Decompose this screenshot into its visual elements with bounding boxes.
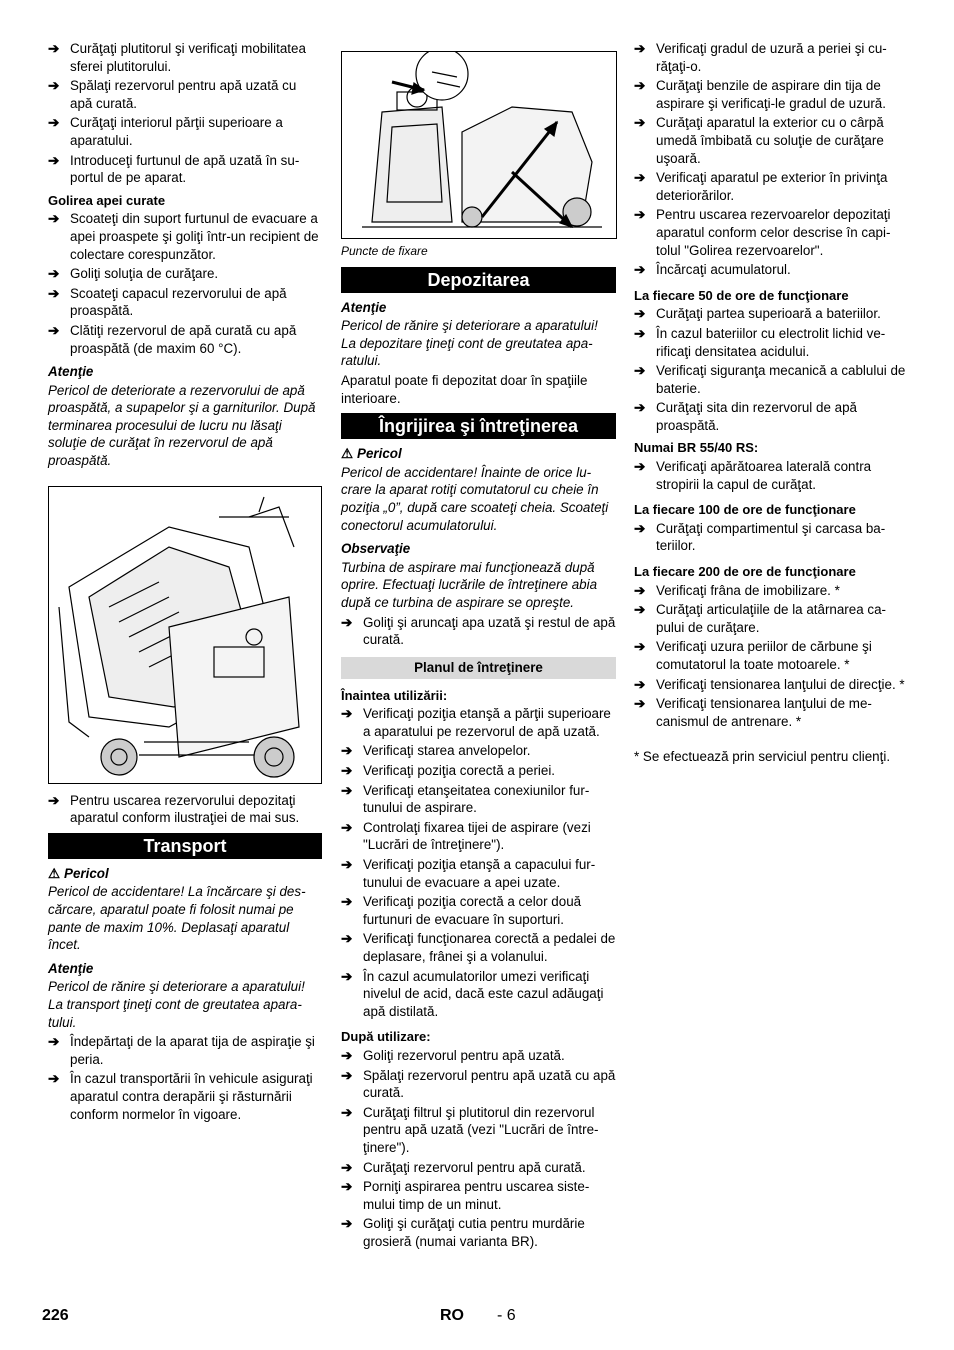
atentie-heading: Atenţie xyxy=(48,364,94,380)
list-item-text: Introduceţi furtunul de apă uzată în suportul de pe aparat. xyxy=(70,152,300,186)
arrow-icon: ➔ xyxy=(634,602,646,618)
transport-banner: Transport xyxy=(48,833,322,859)
list-item xyxy=(634,261,907,279)
arrow-icon: ➔ xyxy=(634,170,646,186)
list-item xyxy=(634,362,907,397)
list-item xyxy=(48,40,322,75)
list-items-c xyxy=(48,792,322,827)
pericol-text: Pericol de accidentare! Înainte de orice lucrare la aparat rotiţi comutatorul cu cheie în poziţia „0”, după care scoateţi cheia. Scoateţi conectorul acumulatorului. xyxy=(341,464,609,533)
section-page-number: - 6 xyxy=(497,1307,516,1324)
list-item-text: Verificaţi apărătoarea laterală contra stropirii la capul de curăţat. xyxy=(656,459,872,492)
list-item-text: Clătiţi rezervorul de apă curată cu apă proaspătă (de maxim 60 °C). xyxy=(70,322,297,356)
storage-illustration xyxy=(48,486,322,784)
list-item xyxy=(634,325,907,360)
page-number: 226 xyxy=(42,1307,69,1324)
heading-100h: La fiecare 100 de ore de funcţionare xyxy=(634,502,856,518)
dupa-heading: După utilizare: xyxy=(341,1029,431,1045)
list-item xyxy=(634,601,907,636)
list-item-text: Curăţaţi sita din rezervorul de apă proaspătă. xyxy=(656,400,857,433)
list-item xyxy=(341,742,616,760)
arrow-icon: ➔ xyxy=(634,306,646,322)
list-item xyxy=(48,152,322,187)
machine-fixing-drawing xyxy=(342,52,616,238)
arrow-icon: ➔ xyxy=(341,857,353,873)
list-item-text: Verificaţi uzura periilor de cărbune şi comutatorul la toate motoarele. * xyxy=(656,639,872,672)
column-3 xyxy=(634,40,907,768)
arrow-icon: ➔ xyxy=(48,322,60,338)
list-item-text: Verificaţi starea anvelopelor. xyxy=(363,743,531,759)
arrow-icon: ➔ xyxy=(634,115,646,131)
arrow-icon: ➔ xyxy=(48,285,60,301)
arrow-icon: ➔ xyxy=(341,1216,353,1232)
arrow-icon: ➔ xyxy=(341,782,353,798)
list-item-text: Curăţaţi filtrul şi plutitorul din rezervorul pentru apă uzată (vezi "Lucrări de întreţinere"). xyxy=(363,1104,599,1155)
list-item-text: Porniţi aspirarea pentru uscarea sistemului timp de un minut. xyxy=(363,1179,590,1212)
pericol-label: Pericol xyxy=(64,865,109,881)
list-item-text: Controlaţi fixarea tijei de aspirare (vezi "Lucrări de întreţinere"). xyxy=(363,819,591,853)
arrow-icon: ➔ xyxy=(634,400,646,416)
arrow-icon: ➔ xyxy=(341,614,353,630)
list-item xyxy=(341,1104,616,1157)
list-item-text: Scoateţi capacul rezervorului de apă proaspătă. xyxy=(70,285,287,319)
arrow-icon: ➔ xyxy=(48,1071,60,1087)
list-item xyxy=(341,930,616,965)
list-item-text: Verificaţi tensionarea lanţului de mecanismul de antrenare. * xyxy=(656,696,872,729)
list-item xyxy=(48,210,322,263)
list-item xyxy=(341,856,616,891)
arrow-icon: ➔ xyxy=(341,763,353,779)
list-item xyxy=(341,1047,616,1065)
list-item xyxy=(634,206,907,259)
list-item-text: Verificaţi poziţia etanşă a părţii superioare a aparatului pe rezervorul de apă uzată. xyxy=(363,706,611,739)
arrow-icon: ➔ xyxy=(48,211,60,227)
list-item xyxy=(341,782,616,817)
list-item-text: Verificaţi siguranţa mecanică a cablului de baterie. xyxy=(656,363,906,396)
heading-200h: La fiecare 200 de ore de funcţionare xyxy=(634,564,856,580)
list-items-50 xyxy=(634,305,907,434)
golirea-heading: Golirea apei curate xyxy=(48,192,166,208)
list-item-text: Scoateţi din suport furtunul de evacuare a apei proaspete şi goliţi într-un recipient de colectare corespunzător. xyxy=(70,211,319,262)
depozit-paragraph: Aparatul poate fi depozitat doar în spaţiile interioare. xyxy=(341,372,588,406)
list-item xyxy=(634,40,907,75)
list-item-text: Verificaţi etanşeitatea conexiunilor furtunului de aspirare. xyxy=(363,782,590,816)
list-item xyxy=(634,695,907,730)
list-item xyxy=(634,114,907,167)
list-items-br xyxy=(634,458,907,493)
list-item-text: Verificaţi poziţia corectă a periei. xyxy=(363,763,556,779)
warning-icon: ⚠ xyxy=(341,446,354,462)
arrow-icon: ➔ xyxy=(341,1179,353,1195)
arrow-icon: ➔ xyxy=(341,931,353,947)
pericol-text: Pericol de accidentare! La încărcare şi descărcare, aparatul poate fi folosit numai pe pante de maxim 10%. Deplasaţi aparatul încet. xyxy=(48,884,306,953)
list-items-a xyxy=(634,40,907,279)
list-item-text: Curăţaţi interiorul părţii superioare a aparatului. xyxy=(70,115,283,148)
list-item xyxy=(634,520,907,555)
inaintea-heading: Înaintea utilizării: xyxy=(341,687,448,703)
arrow-icon: ➔ xyxy=(634,41,646,56)
atentie-text: Pericol de rănire şi deteriorare a aparatului! La depozitare ţineţi cont de greutatea aparatului. xyxy=(341,318,598,369)
list-item-text: Verificaţi tensionarea lanţului de direcţie. * xyxy=(656,676,905,692)
column-1 xyxy=(48,40,322,1125)
warning-icon: ⚠ xyxy=(48,865,61,881)
arrow-icon: ➔ xyxy=(634,207,646,223)
atentie-text: Pericol de deteriorate a rezervorului de apă proaspătă, a supapelor şi a garniturilor. După terminarea procesului de lucru nu lăsaţi soluţie de curăţat în rezervorul de apă proaspătă. xyxy=(48,382,316,469)
list-item xyxy=(48,1070,322,1123)
list-item xyxy=(341,1067,616,1102)
list-items-d xyxy=(48,1033,322,1123)
list-item xyxy=(48,77,322,112)
list-item xyxy=(341,968,616,1021)
list-item-text: Curăţaţi partea superioară a bateriilor. xyxy=(656,306,881,322)
list-item xyxy=(634,77,907,112)
atentie-2-text: Pericol de rănire şi deteriorare a aparatului! La transport ţineţi cont de greutatea aparatului. xyxy=(48,979,305,1030)
pericol-heading xyxy=(341,445,616,463)
atentie-heading: Atenţie xyxy=(341,299,387,315)
list-item xyxy=(634,458,907,493)
list-item-text: Goliţi şi aruncaţi apa uzată şi restul de apă curată. xyxy=(363,614,616,648)
heading-50h: La fiecare 50 de ore de funcţionare xyxy=(634,287,849,303)
arrow-icon: ➔ xyxy=(48,792,60,808)
list-item xyxy=(48,1033,322,1068)
list-item xyxy=(341,1159,616,1177)
figure-caption: Puncte de fixare xyxy=(341,244,428,258)
list-item-text: Verificaţi frâna de imobilizare. * xyxy=(656,582,840,598)
list-item xyxy=(48,265,322,283)
list-item-text: Pentru uscarea rezervorului depozitaţi aparatul conform ilustraţiei de mai sus. xyxy=(70,792,300,826)
list-item-text: Verificaţi poziţia corectă a celor două furtunuri de evacuare în suporturi. xyxy=(363,894,582,927)
list-items-100 xyxy=(634,520,907,555)
list-item-text: În cazul acumulatorilor umezi verificaţi nivelul de acid, dacă este cazul adăugaţi apă distilată. xyxy=(363,968,604,1019)
atentie-2-heading: Atenţie xyxy=(48,960,94,976)
list-item-text: Curăţaţi compartimentul şi carcasa bateriilor. xyxy=(656,520,886,554)
list-item-text: Îndepărtaţi de la aparat tija de aspiraţie şi peria. xyxy=(70,1034,315,1067)
arrow-icon: ➔ xyxy=(634,78,646,94)
list-item xyxy=(341,614,616,649)
arrow-icon: ➔ xyxy=(634,459,646,475)
list-item xyxy=(634,676,907,694)
list-item xyxy=(341,705,616,740)
list-items-200 xyxy=(634,582,907,731)
machine-tilted-drawing xyxy=(49,487,321,783)
list-item xyxy=(48,114,322,149)
arrow-icon: ➔ xyxy=(634,582,646,598)
arrow-icon: ➔ xyxy=(48,41,60,56)
arrow-icon: ➔ xyxy=(48,152,60,168)
arrow-icon: ➔ xyxy=(634,520,646,536)
list-item-text: Pentru uscarea rezervoarelor depozitaţi aparatul conform celor descrise în capitolul "Golirea rezervoarelor". xyxy=(656,207,891,258)
list-item-text: Goliţi rezervorul pentru apă uzată. xyxy=(363,1047,565,1063)
footnote: * Se efectuează prin serviciul pentru clienţi. xyxy=(634,749,891,765)
list-item xyxy=(341,762,616,780)
list-item xyxy=(634,305,907,323)
depozitarea-banner: Depozitarea xyxy=(341,267,616,293)
list-item-text: Curăţaţi aparatul la exterior cu o cârpă umedă îmbibată cu soluţie de curăţare uşoară. xyxy=(656,115,884,166)
planul-heading: Planul de întreţinere xyxy=(341,657,616,679)
list-item xyxy=(48,285,322,320)
arrow-icon: ➔ xyxy=(48,78,60,94)
list-item-text: Încărcaţi acumulatorul. xyxy=(656,262,791,278)
arrow-icon: ➔ xyxy=(341,894,353,910)
arrow-icon: ➔ xyxy=(634,363,646,379)
arrow-icon: ➔ xyxy=(341,706,353,722)
list-items-b xyxy=(48,210,322,357)
observatie-text: Turbina de aspirare mai funcţionează după oprire. Efectuaţi lucrările de întreţinere abia după ce turbina de aspirare se opreşte. xyxy=(341,559,598,610)
heading-br: Numai BR 55/40 RS: xyxy=(634,440,759,456)
column-2 xyxy=(341,51,616,1253)
arrow-icon: ➔ xyxy=(341,1047,353,1063)
list-item xyxy=(48,322,322,357)
list-item xyxy=(634,399,907,434)
arrow-icon: ➔ xyxy=(341,819,353,835)
list-item-text: Curăţaţi plutitorul şi verificaţi mobilitatea sferei plutitorului. xyxy=(70,41,306,74)
list-items-c xyxy=(341,1047,616,1251)
arrow-icon: ➔ xyxy=(634,639,646,655)
list-item xyxy=(341,1215,616,1250)
list-item xyxy=(634,638,907,673)
arrow-icon: ➔ xyxy=(48,115,60,131)
arrow-icon: ➔ xyxy=(341,1104,353,1120)
arrow-icon: ➔ xyxy=(341,743,353,759)
list-item-text: Verificaţi gradul de uzură a periei şi curăţaţi-o. xyxy=(656,41,887,74)
list-items-a xyxy=(341,614,616,649)
list-item-text: Curăţaţi articulaţiile de la atârnarea capului de curăţare. xyxy=(656,602,886,635)
list-items-b xyxy=(341,705,616,1020)
pericol-heading xyxy=(48,865,322,883)
arrow-icon: ➔ xyxy=(48,266,60,282)
list-item xyxy=(341,819,616,854)
observatie-heading: Observaţie xyxy=(341,541,411,557)
list-item xyxy=(341,893,616,928)
arrow-icon: ➔ xyxy=(48,1034,60,1050)
arrow-icon: ➔ xyxy=(341,1159,353,1175)
arrow-icon: ➔ xyxy=(634,676,646,692)
ingrijirea-banner: Îngrijirea şi întreţinerea xyxy=(341,413,616,439)
list-item-text: În cazul transportării în vehicule asiguraţi aparatul contra derapării şi răsturnării conform normelor în vigoare. xyxy=(70,1071,313,1122)
arrow-icon: ➔ xyxy=(341,1067,353,1083)
list-item-text: Goliţi soluţia de curăţare. xyxy=(70,266,219,282)
list-item-text: Curăţaţi rezervorul pentru apă curată. xyxy=(363,1159,586,1175)
list-item-text: În cazul bateriilor cu electrolit lichid verificaţi densitatea acidului. xyxy=(656,325,886,359)
list-item xyxy=(48,792,322,827)
arrow-icon: ➔ xyxy=(634,325,646,341)
list-item-text: Spălaţi rezervorul pentru apă uzată cu apă curată. xyxy=(363,1067,616,1101)
list-item-text: Goliţi şi curăţaţi cutia pentru murdărie grosieră (numai varianta BR). xyxy=(363,1216,585,1249)
arrow-icon: ➔ xyxy=(341,968,353,984)
list-items-a xyxy=(48,40,322,187)
arrow-icon: ➔ xyxy=(634,696,646,712)
list-item-text: Spălaţi rezervorul pentru apă uzată cu apă curată. xyxy=(70,78,297,111)
list-item xyxy=(634,169,907,204)
list-item xyxy=(341,1178,616,1213)
list-item xyxy=(634,582,907,600)
language-code: RO xyxy=(440,1307,464,1324)
fixing-points-illustration xyxy=(341,51,617,239)
list-item-text: Verificaţi poziţia etanşă a capacului furtunului de evacuare a apei uzate. xyxy=(363,857,596,890)
list-item-text: Verificaţi funcţionarea corectă a pedalei de deplasare, frânei şi a volanului. xyxy=(363,931,616,964)
list-item-text: Verificaţi aparatul pe exterior în privinţa deteriorărilor. xyxy=(656,170,888,203)
list-item-text: Curăţaţi benzile de aspirare din tija de aspirare şi verificaţi-le gradul de uzură. xyxy=(656,78,886,111)
pericol-label: Pericol xyxy=(357,446,402,462)
arrow-icon: ➔ xyxy=(634,262,646,278)
